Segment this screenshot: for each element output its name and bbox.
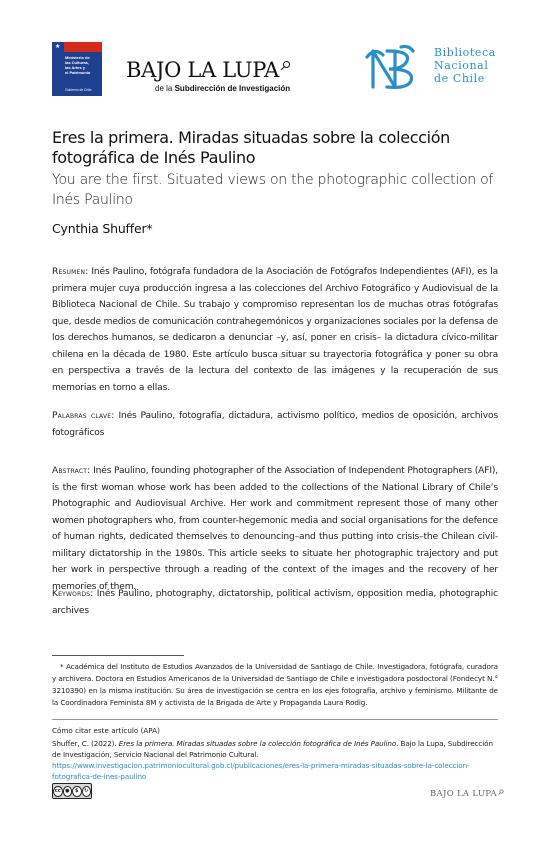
series-sub-prefix: de la [155, 84, 173, 93]
author-footnote: * Académica del Instituto de Estudios Avanzados de la Universidad de Santiago de Chile. Investigadora, fotógrafa, curadora y archivera. Doctora en Estudios Americanos de la Universidad de Santiago de Chile e investigadora posdoctoral (Fondecyt N.° 3210390) en la misma institución. Su área de investigación se centra en los ejes fotografía, archivo y feminismo. Militante de la Coordinadora Feminista 8M y activista de la Brigada de Arte y Propaganda Laura Rodig. [52, 662, 498, 707]
ministry-name: Ministerio de las Culturas, las Artes y el Patrimonio [65, 55, 91, 75]
citation-title: Eres la primera. Miradas situadas sobre la colección fotográfica de Inés Paulino [118, 739, 397, 748]
nc-icon: $ [72, 786, 82, 797]
citation-publisher: . Bajo la Lupa, Subdirección de Investigación, Servicio Nacional del Patrimonio Cultural. [52, 739, 493, 759]
series-subtitle [155, 84, 290, 93]
flag-blue [52, 42, 64, 52]
keywords-paragraph [52, 586, 498, 619]
flag-red [64, 42, 102, 52]
footer-magnifier-icon [498, 789, 504, 795]
citation-text [52, 738, 498, 782]
series-title-text: BAJO LA LUPA [126, 58, 279, 82]
sa-icon: ↻ [82, 786, 92, 797]
citation-authors: Shuffer, C. (2022). [52, 739, 119, 748]
footer-brand-text: BAJO LA LUPA [430, 789, 497, 799]
magnifier-icon [280, 60, 291, 71]
title-spanish: Eres la primera. Miradas situadas sobre la colección fotográfica de Inés Paulino [52, 128, 450, 167]
footer-series-title [430, 789, 504, 799]
palabras-clave-label: Palabras clave: [52, 411, 115, 421]
abstract-text: Inés Paulino, founding photographer of the Association of Independent Photographers (AFI), is the first woman whose work has been added to the collections of the National Library of Chile’s Photographic and Audiovisual Archive. Her work and commitment represent those of many other women photographers who, from counter-hegemonic media and social organisations for the defence of human rights, dedicated themselves to denouncing–and thus putting into crisis–the Chilean civil-military dictatorship in the 1980s. This article seeks to situate her photographic trajectory and put her work in perspective through a reading of the context of the images and the recovery of her memories of them. [52, 466, 498, 592]
keywords-label: Keywords: [52, 589, 94, 599]
palabras-clave-text: Inés Paulino, fotografía, dictadura, activismo político, medios de oposición, archivos fotográficos [52, 411, 498, 438]
palabras-clave-paragraph [52, 408, 498, 441]
ministry-logo [52, 42, 102, 96]
ministry-government: Gobierno de Chile [65, 88, 92, 92]
creative-commons-badge[interactable] [52, 783, 92, 799]
author-name: Cynthia Shuffer* [52, 221, 153, 236]
library-name: Biblioteca Nacional de Chile [434, 46, 496, 85]
star-icon: ★ [55, 43, 61, 50]
footnote-divider [52, 655, 184, 656]
citation-link[interactable]: https://www.investigacion.patrimoniocultural.gob.cl/publicaciones/eres-la-primera-miradas-situadas-sobre-la-coleccion-fotografica-de-ines-paulino [52, 761, 470, 781]
series-title [126, 58, 291, 82]
abstract-paragraph [52, 463, 498, 595]
library-monogram-icon [365, 43, 421, 95]
abstract-label: Abstract: [52, 466, 91, 476]
citation-label: Cómo citar este artículo (APA) [52, 726, 160, 735]
resumen-paragraph [52, 264, 498, 396]
by-icon: ● [63, 786, 73, 797]
cc-icon: cc [53, 786, 63, 797]
series-sub-bold: Subdirección de Investigación [174, 84, 291, 93]
citation-divider [52, 719, 498, 720]
keywords-text: Inés Paulino, photography, dictatorship, political activism, opposition media, photographic archives [52, 589, 498, 616]
title-english: You are the first. Situated views on the photographic collection of Inés Paulino [52, 172, 494, 208]
resumen-text: Inés Paulino, fotógrafa fundadora de la Asociación de Fotógrafos Independientes (AFI), es la primera mujer cuya producción ingresa a las colecciones del Archivo Fotográfico y Audiovisual de la Biblioteca Nacional de Chile. Su trabajo y compromiso representan los de muchas otras fotógrafas que, desde medios de comunicación contrahegemónicos y organizaciones sociales por la defensa de los derechos humanos, se dedicaron a denunciar –y, así, poner en crisis– la dictadura cívico-militar chilena en la década de 1980. Este artículo busca situar su trayectoria fotográfica y poner su obra en perspectiva a través de la lectura del contexto de las imágenes y la recuperación de sus memorias en torno a ellas. [52, 267, 498, 393]
resumen-label: Resumen: [52, 267, 89, 277]
